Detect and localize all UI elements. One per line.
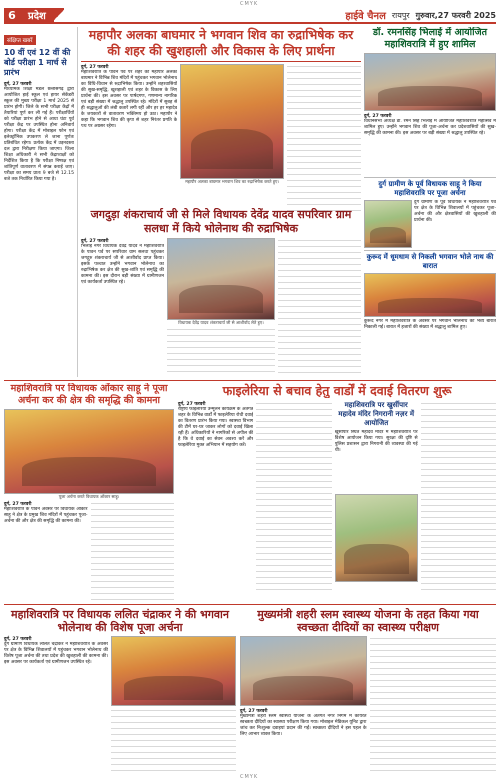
story6-photo — [240, 636, 367, 706]
right-sub-photo-2 — [364, 273, 496, 317]
story-slum-health — [240, 608, 496, 774]
sidebar-body: माध्यमिक शिक्षा मंडल छत्तीसगढ़ द्वारा आयोजित हाई स्कूल एवं हायर सेकेंडरी स्कूल की मुख्य परीक्षा 1 मार्च 2025 से प्रारंभ होगी। जिले के सभी परीक्षा केंद्रों में तैयारियां पूर्ण कर ली गई हैं। परीक्षार्थियों को परीक्षा प्रारंभ होने से आधा घंटा पूर्व परीक्षा केंद्र पर उपस्थित होना अनिवार्य होगा। परीक्षा केंद्र में मोबाइल फोन एवं इलेक्ट्रॉनिक उपकरण ले जाना पूर्णतः प्रतिबंधित रहेगा। प्रत्येक केंद्र में उड़नदस्ता दल द्वारा निरीक्षण किया जाएगा। जिला शिक्षा अधिकारी ने सभी केंद्राध्यक्षों को निर्देशित किया है कि परीक्षा निष्पक्ष एवं शांतिपूर्ण वातावरण में संपन्न कराई जाए। परीक्षा का समय प्रातः 9 बजे से 12.15 बजे तक निर्धारित किया गया है। — [4, 87, 74, 182]
section-tail-decoration — [54, 8, 64, 22]
lead-body: महाशिवरात्रि के पावन पर्व पर शहर की महापौर अलका बाघमार ने विभिन्न शिव मंदिरों में पहुंचकर भगवान भोलेनाथ का विधि-विधान से रुद्राभिषेक किया। उन्होंने शहरवासियों की सुख-समृद्धि, खुशहाली एवं शहर के विकास के लिए प्रार्थना की। इस अवसर पर पार्षदगण, गणमान्य नागरिक एवं बड़ी संख्या में श्रद्धालु उपस्थित रहे। मंदिरों में सुबह से ही श्रद्धालुओं की लंबी कतारें लगी रहीं और हर हर महादेव के जयकारों से वातावरण भक्तिमय हो उठा। महापौर ने कहा कि भगवान शिव की कृपा से शहर निरंतर प्रगति के पथ पर अग्रसर रहेगा। — [81, 70, 178, 129]
lead-story — [81, 27, 361, 214]
page-number: 6 — [4, 8, 20, 22]
story4-subheadline: महाशिवरात्रि पर खुर्सीपार महादेव मंदिर निगरानी नज़र में आयोजित — [338, 401, 415, 427]
section-title: प्रदेश — [20, 8, 54, 22]
story2-body-col3 — [278, 238, 361, 378]
story3-body-continued — [91, 501, 175, 603]
lead-headline: महापौर अलका बाघमार ने भगवान शिव का रुद्राभिषेक कर की शहर की खुशहाली और विकास के लिए प्रार्थना — [88, 27, 354, 58]
story6-byline: दुर्ग, 27 फरवरी — [240, 709, 268, 714]
story2-photo-caption: विधायक देवेंद्र यादव शंकराचार्य जी से आशीर्वाद लेते हुए। — [178, 320, 264, 325]
right-byline: दुर्ग, 27 फरवरी — [364, 114, 392, 119]
story4-body: राष्ट्रीय फाइलेरिया उन्मूलन कार्यक्रम के अंतर्गत शहर के विभिन्न वार्डों में फाइलेरिया रोधी दवाई का वितरण प्रारंभ किया गया। स्वास्थ्य विभाग की टीमें घर-घर जाकर लोगों को दवाई खिला रही हैं। अधिकारियों ने नागरिकों से अपील की है कि वे दवाई का सेवन अवश्य करें और फाइलेरिया मुक्त अभियान में सहयोग करें। — [178, 407, 254, 448]
brief-news-sidebar — [4, 27, 78, 377]
lead-photo — [180, 64, 284, 179]
lead-byline: दुर्ग, 27 फरवरी — [81, 65, 109, 70]
story2-byline: दुर्ग, 27 फरवरी — [81, 239, 109, 244]
story4-photo — [335, 494, 418, 582]
sidebar-byline: दुर्ग, 27 फरवरी — [4, 82, 32, 87]
story6-body-continued — [370, 636, 497, 774]
story3-body: महाशिवरात्रि के पावन अवसर पर विधायक ओंकार साहू ने क्षेत्र के प्रमुख शिव मंदिरों में पहुंचकर पूजा-अर्चना की और क्षेत्र की समृद्धि की कामना की। — [4, 507, 88, 524]
story5-body: दुर्ग ग्रामीण विधायक ललित चंद्राकर ने महाशिवरात्रि के अवसर पर क्षेत्र के विभिन्न शिवालयों में पहुंचकर भगवान भोलेनाथ की विशेष पूजा अर्चना की तथा प्रदेश की खुशहाली की कामना की। इस अवसर पर कार्यकर्ता एवं ग्रामीणजन उपस्थित रहे। — [4, 642, 109, 665]
story3-photo — [4, 409, 174, 494]
right-headline: डॉ. रमनसिंह भिलाई में आयोजित महाशिवरात्रि में हुए शामिल — [372, 27, 488, 50]
masthead — [4, 8, 496, 24]
story-lalit-chandrakar — [4, 608, 236, 774]
story3-byline: दुर्ग, 27 फरवरी — [4, 502, 32, 507]
story4-byline: दुर्ग, 27 फरवरी — [178, 402, 206, 407]
story6-body: मुख्यमंत्री शहरी स्लम स्वास्थ्य योजना के अंतर्गत नगर निगम में कार्यरत स्वच्छता दीदियों का स्वास्थ्य परीक्षण किया गया। मोबाइल मेडिकल यूनिट द्वारा जांच कर निःशुल्क दवाइयां प्रदान की गईं। स्वच्छता दीदियों ने इस पहल के लिए आभार व्यक्त किया। — [240, 714, 367, 737]
story4-headline: फाइलेरिया से बचाव हेतु वार्डों में दवाई वितरण शुरू — [222, 383, 452, 398]
sidebar-headline: 10 वीं एवं 12 वीं की बोर्ड परीक्षा 1 मार्च से प्रारंभ — [4, 48, 71, 77]
story3-photo-caption: पूजा अर्चना करते विधायक ओंकार साहू। — [58, 494, 120, 499]
right-subheadline-2: कुरूद में धूमधाम से निकली भगवान भोले नाथ की बारात — [366, 253, 494, 270]
edition-date: गुरुवार,27 फरवरी 2025 — [415, 10, 496, 20]
story-onkar-sahu — [4, 383, 174, 603]
edition-city: रायपुर — [391, 10, 410, 20]
right-sub-body-2: कुरूद नगर में महाशिवरात्रि के अवसर पर भगवान भोलेनाथ की भव्य बारात निकाली गई। बारात में हजारों की संख्या में श्रद्धालु शामिल हुए। — [364, 319, 496, 330]
right-body: विधानसभा अध्यक्ष डॉ. रमन सिंह भिलाई में आयोजित महाशिवरात्रि महोत्सव में शामिल हुए। उन्होंने भगवान शिव की पूजा-अर्चना कर प्रदेशवासियों की सुख-समृद्धि की कामना की। इस अवसर पर बड़ी संख्या में श्रद्धालु उपस्थित रहे। — [364, 119, 496, 136]
story2-body: भिलाई नगर विधायक देवेंद्र यादव ने महाशिवरात्रि के पावन पर्व पर सपरिवार ग्राम सलधा पहुंचकर जगद्गुरु शंकराचार्य जी से आशीर्वाद प्राप्त किया। इसके पश्चात उन्होंने भगवान भोलेनाथ का रुद्राभिषेक कर क्षेत्र की सुख-शांति एवं समृद्धि की कामना की। इस दौरान बड़ी संख्या में ग्रामीणजन एवं कार्यकर्ता उपस्थित रहे। — [81, 244, 165, 285]
story2-headline: जगदुड़ा शंकराचार्य जी से मिले विधायक देवेंद्र यादव सपरिवार ग्राम सलधा में किये भोलेनाथ की रुद्राभिषेक — [90, 208, 352, 235]
brief-news-tag: संक्षिप्त खबरें — [4, 35, 36, 45]
story6-headline: मुख्यमंत्री शहरी स्लम स्वास्थ्य योजना के तहत किया गया स्वच्छता दीदियों का स्वास्थ्य परीक्षण — [257, 608, 479, 634]
paper-name: हाईवे चैनल — [345, 11, 386, 22]
story3-headline: महाशिवरात्रि पर विधायक ओंकार साहू ने पूजा अर्चना कर की क्षेत्र की समृद्धि की कामना — [10, 383, 168, 406]
cmyk-marker-bottom: CMYK — [240, 774, 259, 780]
story-devendra-yadav — [81, 208, 361, 378]
story4-col4 — [421, 401, 496, 591]
story5-photo — [111, 636, 236, 706]
right-story-raman-singh — [364, 27, 496, 379]
right-sub-photo — [364, 200, 412, 248]
story5-headline: महाशिवरात्रि पर विधायक ललित चंद्राकर ने की भगवान भोलेनाथ की विशेष पूजा अर्चना — [11, 608, 229, 634]
right-sub-body: दुर्ग ग्रामीण के पूर्व विधायक ने महाशिवरात्रि पर्व पर क्षेत्र के विभिन्न शिवालयों में पहुंचकर पूजा-अर्चना की और क्षेत्रवासियों की खुशहाली की प्रार्थना की। — [414, 200, 496, 223]
right-subheadline: दुर्ग ग्रामीण के पूर्व विधायक साहू ने किया महाशिवरात्रि पर पूजा अर्चना — [378, 180, 482, 197]
cmyk-marker-top: CMYK — [240, 1, 259, 7]
story4-body-continued — [256, 401, 331, 591]
story5-body-continued — [111, 708, 236, 772]
story-filaria — [178, 383, 496, 591]
right-photo — [364, 53, 496, 111]
story5-byline: दुर्ग, 27 फरवरी — [4, 637, 32, 642]
lead-photo-caption: महापौर अलका बाघमार भगवान शिव का रुद्राभिषेक करते हुए। — [185, 179, 279, 184]
story2-body-continued — [167, 327, 275, 375]
story2-photo — [167, 238, 275, 320]
story4-sub-body: खुर्सीपार स्थित महादेव मंदिर में महाशिवरात्रि पर विशेष आयोजन किया गया। सुरक्षा की दृष्टि से पुलिस प्रशासन द्वारा निगरानी की व्यवस्था की गई थी। — [334, 430, 418, 453]
lead-body-continued — [287, 64, 361, 214]
